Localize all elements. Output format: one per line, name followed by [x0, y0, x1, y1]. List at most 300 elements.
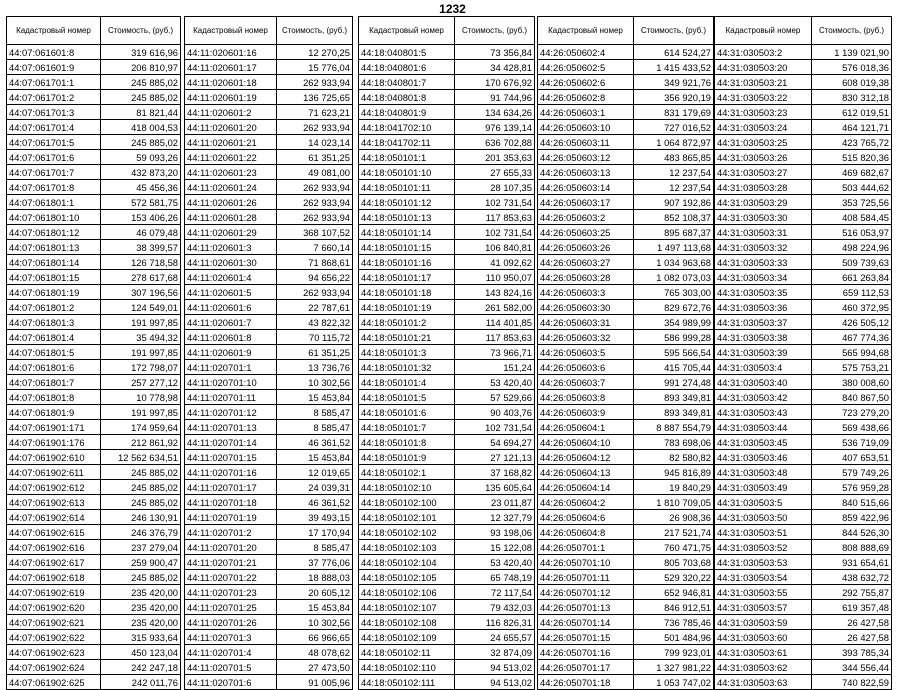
table-row: [715, 270, 892, 285]
cost-header: Стоимость, (руб.): [634, 17, 714, 45]
table-row: [7, 75, 181, 90]
table-row: [185, 150, 353, 165]
table-row: [359, 465, 535, 480]
cadastral-number-cell: 44:11:020601:26: [185, 195, 277, 210]
cadastral-number-cell: 44:11:020601:7: [185, 315, 277, 330]
cadastral-number-cell: 44:11:020701:22: [185, 570, 277, 585]
cadastral-number-cell: 44:07:061801:4: [7, 330, 101, 345]
cost-cell: 117 853,63: [455, 210, 535, 225]
cost-cell: 14 023,14: [277, 135, 353, 150]
cost-cell: 15 453,84: [277, 600, 353, 615]
cost-cell: 22 787,61: [277, 300, 353, 315]
cadastral-number-cell: 44:07:061902:612: [7, 480, 101, 495]
cadastral-number-header: Кадастровый номер: [7, 17, 101, 45]
cost-cell: 48 078,62: [277, 645, 353, 660]
cost-cell: 235 420,00: [101, 615, 181, 630]
cost-cell: 235 420,00: [101, 585, 181, 600]
cost-cell: 46 361,52: [277, 435, 353, 450]
table-row: [7, 375, 181, 390]
cadastral-number-cell: 44:11:020701:2: [185, 525, 277, 540]
table-row: [538, 465, 714, 480]
cadastral-number-cell: 44:26:050604:1: [538, 420, 634, 435]
table-row: [359, 345, 535, 360]
table-row: [359, 255, 535, 270]
cadastral-number-cell: 44:07:061902:621: [7, 615, 101, 630]
table-row: [715, 540, 892, 555]
cadastral-number-cell: 44:07:061902:613: [7, 495, 101, 510]
table-row: [185, 195, 353, 210]
table-row: [185, 255, 353, 270]
cost-cell: 307 196,56: [101, 285, 181, 300]
cadastral-number-cell: 44:18:050101:10: [359, 165, 455, 180]
table-row: [359, 675, 535, 690]
cadastral-number-cell: 44:11:020601:2: [185, 105, 277, 120]
cadastral-number-cell: 44:31:030503:62: [715, 660, 812, 675]
cost-cell: 503 444,62: [812, 180, 892, 195]
cadastral-number-cell: 44:26:050604:10: [538, 435, 634, 450]
cadastral-number-cell: 44:11:020701:16: [185, 465, 277, 480]
cost-cell: 41 092,62: [455, 255, 535, 270]
cadastral-number-cell: 44:31:030503:32: [715, 240, 812, 255]
table-row: [715, 90, 892, 105]
cadastral-number-cell: 44:18:050101:13: [359, 210, 455, 225]
cost-cell: 356 920,19: [634, 90, 714, 105]
table-row: [359, 405, 535, 420]
cost-cell: 82 580,82: [634, 450, 714, 465]
cost-cell: 61 351,25: [277, 150, 353, 165]
table-row: [715, 375, 892, 390]
cadastral-number-cell: 44:26:050603:6: [538, 360, 634, 375]
table-row: [715, 510, 892, 525]
cadastral-number-header: Кадастровый номер: [538, 17, 634, 45]
cost-cell: 723 279,20: [812, 405, 892, 420]
cadastral-number-cell: 44:26:050603:9: [538, 405, 634, 420]
table-row: [538, 405, 714, 420]
cadastral-number-cell: 44:31:030503:30: [715, 210, 812, 225]
cost-cell: 565 994,68: [812, 345, 892, 360]
table-row: [185, 330, 353, 345]
cost-cell: 174 959,64: [101, 420, 181, 435]
cadastral-number-cell: 44:11:020701:20: [185, 540, 277, 555]
table-row: [7, 195, 181, 210]
table-row: [715, 480, 892, 495]
cost-cell: 1 082 073,03: [634, 270, 714, 285]
cadastral-number-cell: 44:07:061801:13: [7, 240, 101, 255]
cost-cell: 35 494,32: [101, 330, 181, 345]
cost-cell: 576 959,28: [812, 480, 892, 495]
table-row: [185, 510, 353, 525]
cadastral-number-cell: 44:18:050102:107: [359, 600, 455, 615]
cadastral-number-cell: 44:26:050603:3: [538, 285, 634, 300]
table-row: [538, 675, 714, 690]
cadastral-number-cell: 44:31:030503:51: [715, 525, 812, 540]
cost-cell: 262 933,94: [277, 75, 353, 90]
table-row: [715, 135, 892, 150]
cadastral-number-cell: 44:31:030503:25: [715, 135, 812, 150]
table-row: [359, 180, 535, 195]
cost-cell: 895 687,37: [634, 225, 714, 240]
cadastral-number-cell: 44:07:061902:616: [7, 540, 101, 555]
cadastral-number-cell: 44:26:050603:27: [538, 255, 634, 270]
cadastral-number-cell: 44:11:020701:25: [185, 600, 277, 615]
cost-cell: 246 376,79: [101, 525, 181, 540]
cadastral-number-cell: 44:18:050101:5: [359, 390, 455, 405]
table-row: [185, 525, 353, 540]
table-row: [715, 255, 892, 270]
cadastral-number-cell: 44:31:030503:26: [715, 150, 812, 165]
cadastral-number-cell: 44:31:030503:38: [715, 330, 812, 345]
table-row: [185, 45, 353, 60]
cost-cell: 39 493,15: [277, 510, 353, 525]
cadastral-number-cell: 44:11:020701:17: [185, 480, 277, 495]
table-row: [185, 375, 353, 390]
cost-cell: 242 011,76: [101, 675, 181, 690]
cost-cell: 15 453,84: [277, 450, 353, 465]
table-row: [7, 510, 181, 525]
cost-cell: 469 682,67: [812, 165, 892, 180]
cost-cell: 976 139,14: [455, 120, 535, 135]
cadastral-number-cell: 44:11:020601:23: [185, 165, 277, 180]
cadastral-number-cell: 44:18:050101:1: [359, 150, 455, 165]
cadastral-number-cell: 44:11:020601:30: [185, 255, 277, 270]
cadastral-number-cell: 44:31:030503:23: [715, 105, 812, 120]
page-number: 1232: [439, 2, 466, 16]
cadastral-number-cell: 44:31:030503:29: [715, 195, 812, 210]
cadastral-number-cell: 44:26:050602:4: [538, 45, 634, 60]
table-row: [185, 225, 353, 240]
cost-cell: 1 415 433,52: [634, 60, 714, 75]
table-row: [715, 405, 892, 420]
cost-cell: 765 303,00: [634, 285, 714, 300]
cadastral-number-cell: 44:26:050603:25: [538, 225, 634, 240]
cadastral-number-cell: 44:26:050603:32: [538, 330, 634, 345]
table-row: [7, 390, 181, 405]
cost-cell: 262 933,94: [277, 195, 353, 210]
table-row: [7, 465, 181, 480]
cadastral-number-cell: 44:26:050604:12: [538, 450, 634, 465]
table-row: [7, 45, 181, 60]
cadastral-number-cell: 44:26:050602:6: [538, 75, 634, 90]
cadastral-number-cell: 44:26:050604:14: [538, 480, 634, 495]
table-row: [7, 210, 181, 225]
cost-cell: 319 616,96: [101, 45, 181, 60]
table-row: [715, 465, 892, 480]
cost-cell: 24 039,31: [277, 480, 353, 495]
cadastral-number-header: Кадастровый номер: [715, 17, 812, 45]
table-row: [715, 360, 892, 375]
cost-cell: 110 950,07: [455, 270, 535, 285]
cadastral-number-cell: 44:26:050603:7: [538, 375, 634, 390]
cost-cell: 153 406,26: [101, 210, 181, 225]
table-row: [359, 300, 535, 315]
table-row: [715, 180, 892, 195]
cadastral-number-cell: 44:07:061801:8: [7, 390, 101, 405]
cadastral-number-cell: 44:11:020701:10: [185, 375, 277, 390]
cost-cell: 73 356,84: [455, 45, 535, 60]
cadastral-number-cell: 44:07:061601:8: [7, 45, 101, 60]
cost-cell: 536 719,09: [812, 435, 892, 450]
table-row: [715, 150, 892, 165]
cadastral-table: [184, 16, 353, 690]
table-row: [185, 210, 353, 225]
table-row: [715, 585, 892, 600]
cadastral-number-cell: 44:07:061902:625: [7, 675, 101, 690]
table-row: [359, 450, 535, 465]
table-header-row: [185, 17, 353, 45]
table-row: [715, 120, 892, 135]
cadastral-number-cell: 44:07:061601:9: [7, 60, 101, 75]
cadastral-number-cell: 44:26:050602:5: [538, 60, 634, 75]
table-row: [7, 300, 181, 315]
cost-cell: 661 263,84: [812, 270, 892, 285]
cadastral-number-cell: 44:11:020701:14: [185, 435, 277, 450]
cost-cell: 13 736,76: [277, 360, 353, 375]
cadastral-number-cell: 44:26:050602:8: [538, 90, 634, 105]
cadastral-number-cell: 44:11:020601:28: [185, 210, 277, 225]
cadastral-number-cell: 44:18:050101:17: [359, 270, 455, 285]
cost-cell: 636 702,88: [455, 135, 535, 150]
cost-cell: 509 739,63: [812, 255, 892, 270]
cadastral-number-cell: 44:11:020701:19: [185, 510, 277, 525]
table-row: [359, 660, 535, 675]
table-row: [359, 390, 535, 405]
table-row: [359, 540, 535, 555]
table-row: [715, 390, 892, 405]
cadastral-number-cell: 44:26:050701:11: [538, 570, 634, 585]
table-row: [715, 600, 892, 615]
cadastral-number-cell: 44:11:020601:17: [185, 60, 277, 75]
table-row: [7, 240, 181, 255]
cost-cell: 467 774,36: [812, 330, 892, 345]
cadastral-number-cell: 44:07:061902:624: [7, 660, 101, 675]
cost-cell: 736 785,46: [634, 615, 714, 630]
cadastral-number-cell: 44:18:040801:8: [359, 90, 455, 105]
cadastral-number-cell: 44:18:050102:110: [359, 660, 455, 675]
cost-cell: 34 428,81: [455, 60, 535, 75]
table-row: [538, 615, 714, 630]
table-row: [715, 675, 892, 690]
cadastral-number-cell: 44:11:020601:4: [185, 270, 277, 285]
table-row: [538, 75, 714, 90]
cost-cell: 66 966,65: [277, 630, 353, 645]
cadastral-number-cell: 44:26:050701:18: [538, 675, 634, 690]
cadastral-table: [714, 16, 892, 690]
cost-cell: 217 521,74: [634, 525, 714, 540]
table-row: [7, 255, 181, 270]
cost-cell: 245 885,02: [101, 465, 181, 480]
cost-cell: 257 277,12: [101, 375, 181, 390]
cadastral-number-cell: 44:18:050102:10: [359, 480, 455, 495]
cost-cell: 18 888,03: [277, 570, 353, 585]
cost-cell: 501 484,96: [634, 630, 714, 645]
cadastral-number-cell: 44:31:030503:2: [715, 45, 812, 60]
cadastral-number-cell: 44:31:030503:35: [715, 285, 812, 300]
cost-cell: 15 122,08: [455, 540, 535, 555]
table-row: [538, 255, 714, 270]
table-row: [359, 330, 535, 345]
table-row: [359, 90, 535, 105]
cadastral-number-cell: 44:18:050102:104: [359, 555, 455, 570]
table-row: [185, 480, 353, 495]
cost-cell: 71 868,61: [277, 255, 353, 270]
table-row: [359, 630, 535, 645]
cost-cell: 26 908,36: [634, 510, 714, 525]
table-row: [185, 420, 353, 435]
table-row: [7, 525, 181, 540]
cost-header: Стоимость, (руб.): [277, 17, 353, 45]
cost-cell: 8 585,47: [277, 420, 353, 435]
table-row: [185, 390, 353, 405]
table-row: [359, 165, 535, 180]
cost-cell: 799 923,01: [634, 645, 714, 660]
cadastral-number-cell: 44:26:050603:10: [538, 120, 634, 135]
table-row: [538, 600, 714, 615]
cost-cell: 450 123,04: [101, 645, 181, 660]
cost-cell: 102 731,54: [455, 225, 535, 240]
cost-cell: 808 888,69: [812, 540, 892, 555]
cost-cell: 71 623,21: [277, 105, 353, 120]
cadastral-number-cell: 44:31:030503:40: [715, 375, 812, 390]
cost-cell: 10 778,98: [101, 390, 181, 405]
cost-cell: 73 966,71: [455, 345, 535, 360]
cost-cell: 49 081,00: [277, 165, 353, 180]
table-row: [359, 555, 535, 570]
cadastral-number-cell: 44:31:030503:44: [715, 420, 812, 435]
cadastral-number-cell: 44:31:030503:43: [715, 405, 812, 420]
cadastral-number-cell: 44:26:050701:12: [538, 585, 634, 600]
cost-cell: 415 705,44: [634, 360, 714, 375]
table-row: [359, 270, 535, 285]
cost-cell: 59 093,26: [101, 150, 181, 165]
table-row: [715, 315, 892, 330]
cadastral-number-cell: 44:07:061801:9: [7, 405, 101, 420]
cost-cell: 12 270,25: [277, 45, 353, 60]
cost-cell: 579 749,26: [812, 465, 892, 480]
table-row: [715, 345, 892, 360]
table-row: [185, 300, 353, 315]
cost-cell: 262 933,94: [277, 180, 353, 195]
cadastral-number-cell: 44:31:030503:20: [715, 60, 812, 75]
table-row: [185, 615, 353, 630]
cadastral-number-cell: 44:31:030503:36: [715, 300, 812, 315]
table-row: [538, 315, 714, 330]
cadastral-number-cell: 44:26:050603:1: [538, 105, 634, 120]
cadastral-table: [6, 16, 181, 690]
cost-cell: 1 810 709,05: [634, 495, 714, 510]
cadastral-number-cell: 44:11:020601:18: [185, 75, 277, 90]
cadastral-number-cell: 44:26:050604:6: [538, 510, 634, 525]
cost-cell: 380 008,60: [812, 375, 892, 390]
cost-cell: 54 694,27: [455, 435, 535, 450]
cost-cell: 991 274,48: [634, 375, 714, 390]
cadastral-number-cell: 44:26:050603:26: [538, 240, 634, 255]
table-row: [538, 180, 714, 195]
table-row: [359, 285, 535, 300]
cost-cell: 344 556,44: [812, 660, 892, 675]
table-row: [538, 630, 714, 645]
table-row: [7, 660, 181, 675]
cost-cell: 94 513,02: [455, 675, 535, 690]
cost-cell: 418 004,53: [101, 120, 181, 135]
table-row: [538, 225, 714, 240]
table-row: [7, 150, 181, 165]
cadastral-number-cell: 44:07:061701:7: [7, 165, 101, 180]
cost-cell: 353 725,56: [812, 195, 892, 210]
table-row: [7, 495, 181, 510]
cadastral-number-cell: 44:31:030503:28: [715, 180, 812, 195]
cost-cell: 94 513,02: [455, 660, 535, 675]
cost-cell: 569 438,66: [812, 420, 892, 435]
cadastral-number-cell: 44:11:020701:11: [185, 390, 277, 405]
cost-cell: 136 725,65: [277, 90, 353, 105]
table-row: [185, 630, 353, 645]
cadastral-number-cell: 44:07:061801:12: [7, 225, 101, 240]
cadastral-number-cell: 44:18:040801:6: [359, 60, 455, 75]
cadastral-number-cell: 44:31:030503:52: [715, 540, 812, 555]
cadastral-number-cell: 44:31:030503:46: [715, 450, 812, 465]
cost-cell: 619 357,48: [812, 600, 892, 615]
table-row: [185, 555, 353, 570]
cost-cell: 1 497 113,68: [634, 240, 714, 255]
table-row: [7, 585, 181, 600]
cost-cell: 659 112,53: [812, 285, 892, 300]
cadastral-number-cell: 44:07:061801:5: [7, 345, 101, 360]
cost-cell: 235 420,00: [101, 600, 181, 615]
cadastral-number-cell: 44:26:050603:5: [538, 345, 634, 360]
table-row: [7, 120, 181, 135]
cost-cell: 1 139 021,90: [812, 45, 892, 60]
cadastral-number-cell: 44:11:020601:19: [185, 90, 277, 105]
table-row: [715, 570, 892, 585]
table-row: [538, 300, 714, 315]
table-row: [538, 90, 714, 105]
cadastral-number-cell: 44:07:061801:3: [7, 315, 101, 330]
cost-cell: 72 117,54: [455, 585, 535, 600]
cadastral-number-cell: 44:11:020701:3: [185, 630, 277, 645]
table-row: [715, 285, 892, 300]
cost-cell: 17 170,94: [277, 525, 353, 540]
cadastral-number-cell: 44:18:050101:16: [359, 255, 455, 270]
cadastral-number-cell: 44:18:050102:100: [359, 495, 455, 510]
cost-cell: 529 320,22: [634, 570, 714, 585]
cadastral-number-cell: 44:11:020601:20: [185, 120, 277, 135]
table-row: [715, 450, 892, 465]
table-row: [538, 510, 714, 525]
table-row: [715, 660, 892, 675]
cost-cell: 261 582,00: [455, 300, 535, 315]
cadastral-number-cell: 44:07:061801:6: [7, 360, 101, 375]
table-row: [359, 135, 535, 150]
cadastral-number-cell: 44:11:020601:16: [185, 45, 277, 60]
cadastral-number-cell: 44:26:050603:30: [538, 300, 634, 315]
table-row: [7, 165, 181, 180]
table-row: [185, 60, 353, 75]
cadastral-number-cell: 44:18:050101:21: [359, 330, 455, 345]
table-row: [359, 195, 535, 210]
table-row: [359, 615, 535, 630]
cost-cell: 43 822,32: [277, 315, 353, 330]
table-row: [359, 240, 535, 255]
cadastral-number-cell: 44:07:061901:171: [7, 420, 101, 435]
table-row: [538, 240, 714, 255]
cadastral-number-cell: 44:11:020701:23: [185, 585, 277, 600]
cost-cell: 27 473,50: [277, 660, 353, 675]
cadastral-number-cell: 44:18:050102:106: [359, 585, 455, 600]
table-row: [538, 525, 714, 540]
cadastral-number-cell: 44:18:050101:6: [359, 405, 455, 420]
cadastral-number-cell: 44:07:061701:3: [7, 105, 101, 120]
table-row: [538, 330, 714, 345]
